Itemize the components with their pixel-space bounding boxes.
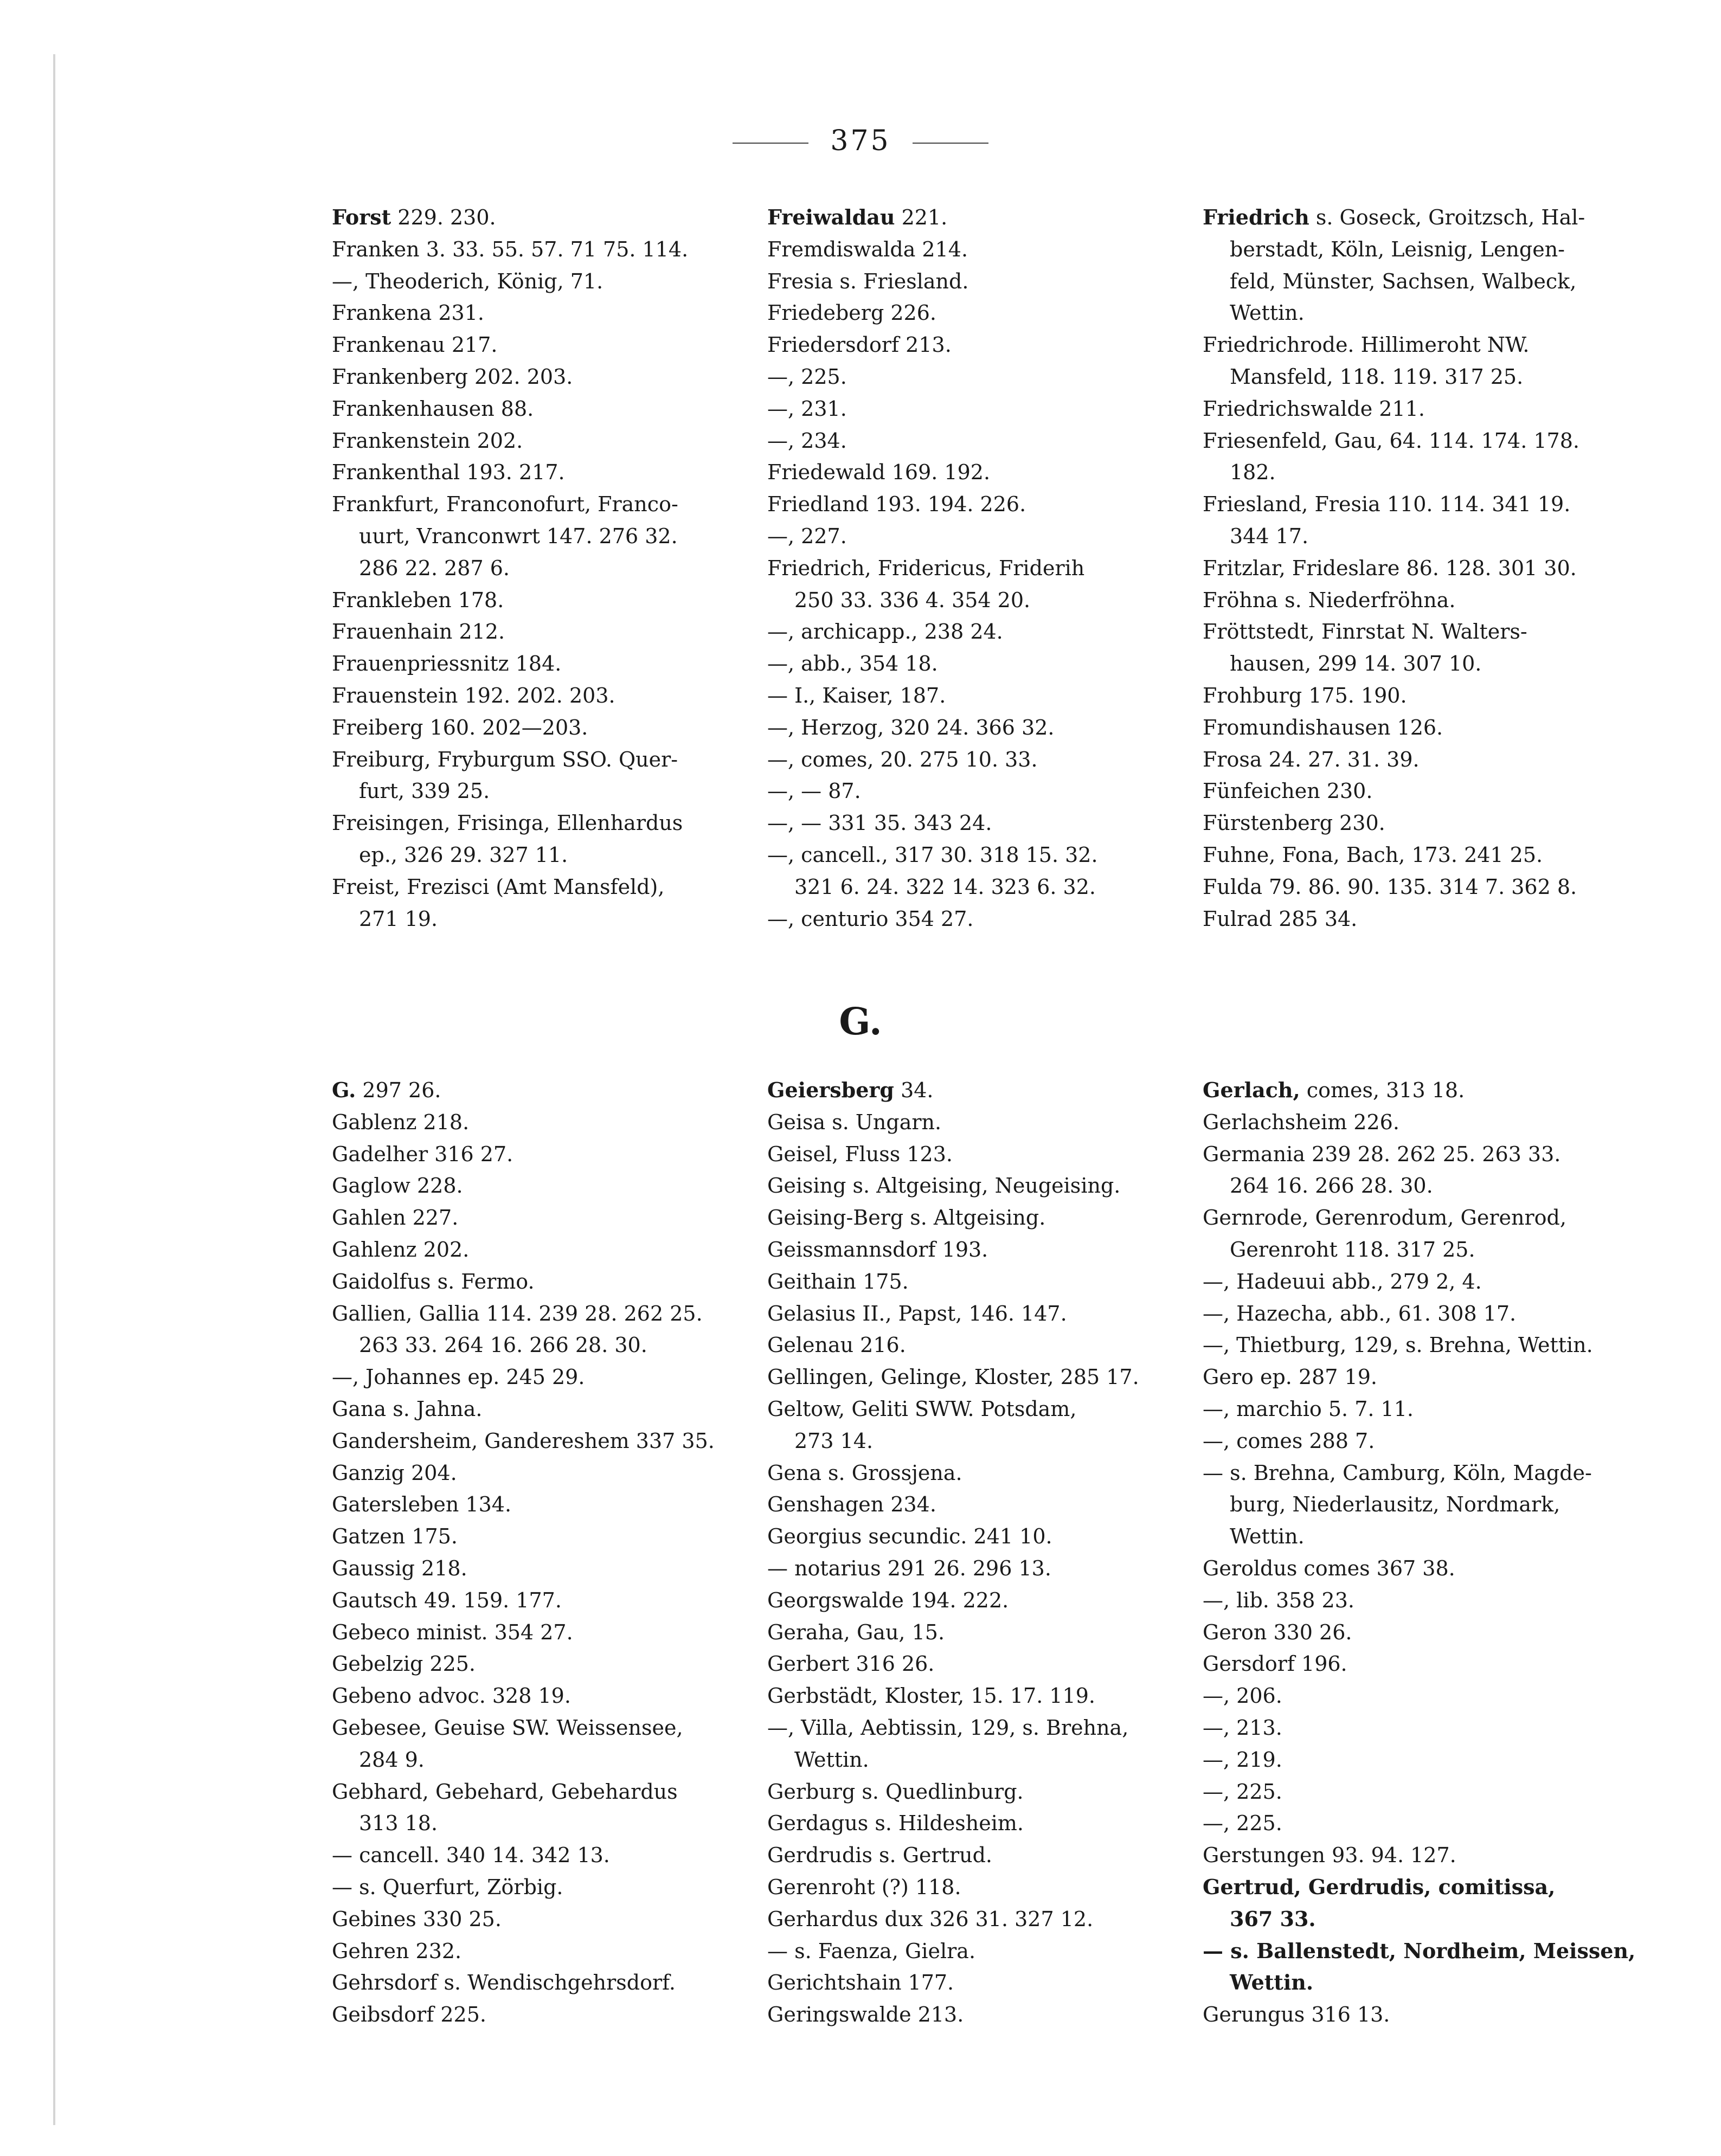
index-entry xyxy=(332,1138,766,1170)
entry-text: Fritzlar, Frideslare 86. 128. 301 30. xyxy=(1203,556,1577,580)
index-entry xyxy=(1203,1393,1636,1425)
index-entry xyxy=(332,1489,766,1521)
index-entry xyxy=(767,1712,1201,1776)
entry-text: Geroldus comes 367 38. xyxy=(1203,1556,1455,1580)
entry-text: Gerdagus s. Hildesheim. xyxy=(767,1811,1024,1836)
entry-text: —, 231. xyxy=(767,396,847,421)
entry-text: Gelasius II., Papst, 146. 147. xyxy=(767,1301,1067,1325)
entry-headword: G. xyxy=(332,1078,356,1102)
entry-text: Geraha, Gau, 15. xyxy=(767,1620,945,1644)
entry-text: Fulda 79. 86. 90. 135. 314 7. 362 8. xyxy=(1203,874,1577,899)
entry-text: Gaglow 228. xyxy=(332,1174,463,1198)
index-entry xyxy=(1203,1074,1636,1106)
index-entry xyxy=(1203,202,1636,329)
entry-text: 221. xyxy=(895,205,948,229)
index-entry xyxy=(1203,807,1636,839)
index-entry xyxy=(332,807,766,871)
entry-text: 34. xyxy=(894,1078,934,1102)
index-entry xyxy=(767,1839,1201,1871)
entry-text: Gebeco minist. 354 27. xyxy=(332,1620,573,1644)
index-entry xyxy=(332,1393,766,1425)
entry-text: —, 234. xyxy=(767,428,847,453)
entry-text: —, Thietburg, 129, s. Brehna, Wettin. xyxy=(1203,1333,1593,1357)
index-entry xyxy=(767,1329,1201,1361)
entry-text: Gernrode, Gerenrodum, Gerenrod, Gerenroht 118. 317 25. xyxy=(1203,1206,1566,1262)
index-entry xyxy=(1203,1617,1636,1649)
entry-text: —, comes, 20. 275 10. 33. xyxy=(767,747,1038,771)
index-entry xyxy=(332,1871,766,1903)
index-entry xyxy=(332,648,766,680)
index-entry xyxy=(767,202,1201,234)
index-entry xyxy=(767,520,1201,552)
entry-text: 297 26. xyxy=(356,1078,441,1102)
entry-text: Frankenstein 202. xyxy=(332,428,523,453)
index-entry xyxy=(332,297,766,329)
index-entry xyxy=(1203,1712,1636,1744)
index-entry xyxy=(767,329,1201,361)
index-entry xyxy=(332,1680,766,1712)
entry-text: Geissmannsdorf 193. xyxy=(767,1237,988,1262)
page-header xyxy=(0,125,1721,157)
index-entry xyxy=(1203,1999,1636,2031)
index-entry xyxy=(767,648,1201,680)
index-entry xyxy=(767,297,1201,329)
header-rule-right xyxy=(913,143,988,144)
entry-text: Frosa 24. 27. 31. 39. xyxy=(1203,747,1420,771)
entry-text: —, Theoderich, König, 71. xyxy=(332,269,603,293)
index-entry xyxy=(767,839,1201,903)
section-letter: G. xyxy=(839,1000,882,1044)
entry-text: Frankenthal 193. 217. xyxy=(332,460,565,485)
entry-text: 229. 230. xyxy=(391,205,496,229)
index-entry xyxy=(767,1903,1201,1935)
entry-text: Fröhna s. Niederfröhna. xyxy=(1203,588,1456,612)
entry-text: Fromundishausen 126. xyxy=(1203,715,1443,739)
index-entry xyxy=(1203,839,1636,871)
index-entry xyxy=(767,1871,1201,1903)
index-entry xyxy=(1203,1298,1636,1330)
entry-text: Fulrad 285 34. xyxy=(1203,906,1358,931)
index-entry xyxy=(332,456,766,488)
entry-text: —, — 87. xyxy=(767,779,861,803)
entry-text: Geibsdorf 225. xyxy=(332,2003,486,2027)
index-entry xyxy=(767,1585,1201,1617)
index-entry xyxy=(332,680,766,712)
entry-text: Gerdrudis s. Gertrud. xyxy=(767,1843,993,1868)
entry-headword: Geiersberg xyxy=(767,1078,894,1102)
index-entry xyxy=(1203,1553,1636,1585)
entry-text: Genshagen 234. xyxy=(767,1492,936,1517)
entry-text: Friedland 193. 194. 226. xyxy=(767,492,1026,517)
entry-headword: Freiwaldau xyxy=(767,205,895,229)
index-entry xyxy=(1203,1266,1636,1298)
entry-text: Gehrsdorf s. Wendischgehrsdorf. xyxy=(332,1971,676,1995)
index-entry xyxy=(1203,1871,1636,1935)
index-entry xyxy=(767,1361,1201,1393)
index-entry xyxy=(767,903,1201,935)
entry-text: Fuhne, Fona, Bach, 173. 241 25. xyxy=(1203,842,1543,867)
entry-text: Gellingen, Gelinge, Kloster, 285 17. xyxy=(767,1365,1139,1389)
index-entry xyxy=(1203,393,1636,425)
entry-text: —, 219. xyxy=(1203,1747,1282,1772)
index-entry xyxy=(332,1298,766,1362)
bottom-column-1 xyxy=(332,1074,766,2031)
index-entry xyxy=(332,1839,766,1871)
entry-text: Gana s. Jahna. xyxy=(332,1396,483,1421)
index-entry xyxy=(1203,680,1636,712)
entry-text: Gerbstädt, Kloster, 15. 17. 119. xyxy=(767,1684,1095,1708)
index-entry xyxy=(1203,1106,1636,1138)
index-entry xyxy=(767,1999,1201,2031)
entry-text: Geringswalde 213. xyxy=(767,2003,964,2027)
index-entry xyxy=(332,1074,766,1106)
index-entry xyxy=(767,1553,1201,1585)
entry-text: —, Hazecha, abb., 61. 308 17. xyxy=(1203,1301,1517,1325)
entry-text: Gautsch 49. 159. 177. xyxy=(332,1588,562,1612)
entry-text: — notarius 291 26. 296 13. xyxy=(767,1556,1051,1580)
entry-text: Friedrichswalde 211. xyxy=(1203,396,1425,421)
entry-text: —, cancell., 317 30. 318 15. 32. 321 6. 24. 322 14. 323 6. 32. xyxy=(767,842,1098,899)
bottom-column-3 xyxy=(1203,1074,1636,2031)
entry-text: Gahlenz 202. xyxy=(332,1237,470,1262)
index-entry xyxy=(1203,616,1636,680)
top-column-1 xyxy=(332,202,766,935)
index-entry xyxy=(767,456,1201,488)
entry-text: —, 213. xyxy=(1203,1715,1282,1740)
entry-text: Gebesee, Geuise SW. Weissensee, 284 9. xyxy=(332,1715,683,1772)
bottom-column-2 xyxy=(767,1074,1201,2031)
entry-text: Frauenpriessnitz 184. xyxy=(332,652,562,676)
index-entry xyxy=(332,1999,766,2031)
index-entry xyxy=(767,1807,1201,1839)
entry-text: Gerburg s. Quedlinburg. xyxy=(767,1779,1024,1804)
entry-text: Georgius secundic. 241 10. xyxy=(767,1524,1052,1549)
index-entry xyxy=(1203,1807,1636,1839)
index-entry xyxy=(767,361,1201,393)
index-entry xyxy=(332,234,766,266)
index-entry xyxy=(1203,552,1636,584)
entry-text: —, Hadeuui abb., 279 2, 4. xyxy=(1203,1269,1482,1293)
index-entry xyxy=(332,1585,766,1617)
index-entry xyxy=(332,1106,766,1138)
index-entry xyxy=(767,1935,1201,1967)
index-entry xyxy=(1203,1138,1636,1202)
header-rule-left xyxy=(733,143,808,144)
entry-text: Freiburg, Fryburgum SSO. Quer- furt, 339 25. xyxy=(332,747,678,803)
index-entry xyxy=(332,616,766,648)
entry-text: — s. Ballenstedt, Nordheim, Meissen, Wettin. xyxy=(1203,1938,1636,1995)
index-entry xyxy=(1203,488,1636,552)
index-entry xyxy=(1203,584,1636,616)
entry-text: Germania 239 28. 262 25. 263 33. 264 16. 266 28. 30. xyxy=(1203,1142,1561,1198)
entry-text: —, abb., 354 18. xyxy=(767,652,938,676)
entry-text: Frankleben 178. xyxy=(332,588,504,612)
entry-text: comes, 313 18. xyxy=(1300,1078,1465,1102)
index-entry xyxy=(767,425,1201,457)
entry-text: — s. Brehna, Camburg, Köln, Magde- burg, Niederlausitz, Nordmark, Wettin. xyxy=(1203,1460,1592,1549)
entry-text: —, 225. xyxy=(767,364,847,389)
index-entry xyxy=(767,1680,1201,1712)
entry-text: Freisingen, Frisinga, Ellenhardus ep., 326 29. 327 11. xyxy=(332,811,683,867)
index-entry xyxy=(1203,1202,1636,1266)
index-entry xyxy=(767,1648,1201,1680)
entry-text: —, marchio 5. 7. 11. xyxy=(1203,1396,1414,1421)
index-entry xyxy=(332,1521,766,1553)
entry-text: Gahlen 227. xyxy=(332,1206,459,1230)
entry-text: Geltow, Geliti SWW. Potsdam, 273 14. xyxy=(767,1396,1077,1453)
entry-text: Friedrichrode. Hillimeroht NW. Mansfeld, 118. 119. 317 25. xyxy=(1203,333,1530,389)
entry-text: Gebines 330 25. xyxy=(332,1907,502,1931)
entry-text: Gerstungen 93. 94. 127. xyxy=(1203,1843,1456,1868)
index-entry xyxy=(767,1457,1201,1489)
entry-text: —, lib. 358 23. xyxy=(1203,1588,1354,1612)
index-entry xyxy=(1203,1680,1636,1712)
entry-text: —, centurio 354 27. xyxy=(767,906,974,931)
entry-text: s. Goseck, Groitzsch, Hal- berstadt, Köln, Leisnig, Lengen- feld, Münster, Sachsen, Walbeck, Wettin. xyxy=(1230,205,1585,325)
entry-headword: Forst xyxy=(332,205,391,229)
index-entry xyxy=(767,552,1201,616)
entry-text: Gaidolfus s. Fermo. xyxy=(332,1269,535,1293)
entry-text: Ganzig 204. xyxy=(332,1460,457,1485)
index-entry xyxy=(1203,1776,1636,1808)
entry-text: Gatersleben 134. xyxy=(332,1492,512,1517)
entry-text: Freiberg 160. 202—203. xyxy=(332,715,588,739)
entry-text: Gebeno advoc. 328 19. xyxy=(332,1684,571,1708)
index-entry xyxy=(767,393,1201,425)
index-entry xyxy=(332,361,766,393)
entry-text: Gerungus 316 13. xyxy=(1203,2003,1390,2027)
index-entry xyxy=(332,871,766,935)
entry-text: Fröttstedt, Finrstat N. Walters- hausen, 299 14. 307 10. xyxy=(1203,620,1527,676)
entry-text: Gaussig 218. xyxy=(332,1556,467,1580)
index-entry xyxy=(1203,425,1636,489)
entry-text: Frankenberg 202. 203. xyxy=(332,364,573,389)
entry-text: Fürstenberg 230. xyxy=(1203,811,1385,835)
entry-text: Gallien, Gallia 114. 239 28. 262 25. 263 33. 264 16. 266 28. 30. xyxy=(332,1301,703,1357)
entry-text: Gadelher 316 27. xyxy=(332,1142,513,1166)
index-entry xyxy=(332,393,766,425)
entry-text: Fünfeichen 230. xyxy=(1203,779,1373,803)
index-entry xyxy=(332,1457,766,1489)
entry-text: —, comes 288 7. xyxy=(1203,1428,1375,1453)
index-entry xyxy=(332,266,766,298)
entry-text: Gablenz 218. xyxy=(332,1110,470,1134)
index-entry xyxy=(1203,1648,1636,1680)
index-entry xyxy=(332,584,766,616)
entry-text: Friedewald 169. 192. xyxy=(767,460,991,485)
entry-text: Franken 3. 33. 55. 57. 71 75. 114. xyxy=(332,237,689,261)
entry-text: Geron 330 26. xyxy=(1203,1620,1352,1644)
index-entry xyxy=(767,1393,1201,1457)
index-entry xyxy=(332,1903,766,1935)
index-entry xyxy=(332,1967,766,1999)
entry-text: Frohburg 175. 190. xyxy=(1203,683,1407,707)
index-entry xyxy=(767,1138,1201,1170)
entry-text: Frankfurt, Franconofurt, Franco- uurt, Vranconwrt 147. 276 32. 286 22. 287 6. xyxy=(332,492,678,580)
index-entry xyxy=(767,1617,1201,1649)
entry-text: —, 227. xyxy=(767,524,847,548)
entry-text: —, Villa, Aebtissin, 129, s. Brehna, Wettin. xyxy=(767,1715,1129,1772)
index-entry xyxy=(1203,1361,1636,1393)
index-entry xyxy=(1203,775,1636,807)
index-entry xyxy=(767,807,1201,839)
index-entry xyxy=(1203,903,1636,935)
entry-text: Geisa s. Ungarn. xyxy=(767,1110,942,1134)
entry-text: Friedrich, Fridericus, Friderih 250 33. 336 4. 354 20. xyxy=(767,556,1085,612)
entry-text: Geising s. Altgeising, Neugeising. xyxy=(767,1174,1121,1198)
index-entry xyxy=(332,425,766,457)
index-entry xyxy=(332,1234,766,1266)
entry-text: Gebhard, Gebehard, Gebehardus 313 18. xyxy=(332,1779,678,1836)
entry-text: Frankenau 217. xyxy=(332,333,498,357)
index-entry xyxy=(332,1935,766,1967)
index-entry xyxy=(1203,329,1636,393)
index-entry xyxy=(767,1298,1201,1330)
page-edge-shadow xyxy=(53,54,55,2125)
entry-text: —, Herzog, 320 24. 366 32. xyxy=(767,715,1055,739)
entry-text: Freist, Frezisci (Amt Mansfeld), 271 19. xyxy=(332,874,665,931)
index-entry xyxy=(767,1202,1201,1234)
index-entry xyxy=(1203,1744,1636,1776)
entry-text: Friedeberg 226. xyxy=(767,301,936,325)
entry-text: Gebelzig 225. xyxy=(332,1652,476,1676)
entry-text: Gena s. Grossjena. xyxy=(767,1460,962,1485)
entry-text: Friedersdorf 213. xyxy=(767,333,952,357)
entry-text: Frankenhausen 88. xyxy=(332,396,534,421)
entry-text: Gerhardus dux 326 31. 327 12. xyxy=(767,1907,1094,1931)
index-entry xyxy=(332,712,766,744)
entry-text: —, archicapp., 238 24. xyxy=(767,620,1003,644)
entry-text: —, 225. xyxy=(1203,1779,1282,1804)
entry-headword: Friedrich xyxy=(1203,205,1309,229)
index-entry xyxy=(767,1489,1201,1521)
index-entry xyxy=(1203,712,1636,744)
index-entry xyxy=(332,202,766,234)
index-entry xyxy=(332,1712,766,1776)
index-entry xyxy=(332,1553,766,1585)
entry-text: —, 225. xyxy=(1203,1811,1282,1836)
index-entry xyxy=(1203,871,1636,903)
index-entry xyxy=(1203,744,1636,776)
index-entry xyxy=(767,712,1201,744)
entry-text: Gero ep. 287 19. xyxy=(1203,1365,1377,1389)
entry-text: — I., Kaiser, 187. xyxy=(767,683,946,707)
index-entry xyxy=(767,1521,1201,1553)
page-number: 375 xyxy=(830,125,891,157)
index-entry xyxy=(332,1648,766,1680)
entry-text: Friesland, Fresia 110. 114. 341 19. 344 17. xyxy=(1203,492,1571,548)
index-entry xyxy=(767,744,1201,776)
index-entry xyxy=(767,1967,1201,1999)
entry-text: —, 206. xyxy=(1203,1684,1282,1708)
entry-text: — s. Faenza, Gielra. xyxy=(767,1939,976,1963)
index-entry xyxy=(332,1617,766,1649)
entry-headword: Gerlach, xyxy=(1203,1078,1300,1102)
entry-text: Fresia s. Friesland. xyxy=(767,269,969,293)
index-entry xyxy=(1203,1425,1636,1457)
entry-text: Gersdorf 196. xyxy=(1203,1652,1347,1676)
top-column-2 xyxy=(767,202,1201,935)
top-column-3 xyxy=(1203,202,1636,935)
entry-text: — cancell. 340 14. 342 13. xyxy=(332,1843,610,1868)
index-entry xyxy=(767,616,1201,648)
entry-text: —, — 331 35. 343 24. xyxy=(767,811,992,835)
index-entry xyxy=(332,1170,766,1202)
index-entry xyxy=(767,1234,1201,1266)
entry-text: —, Johannes ep. 245 29. xyxy=(332,1365,585,1389)
index-entry xyxy=(767,775,1201,807)
entry-text: Gerenroht (?) 118. xyxy=(767,1875,961,1899)
entry-text: Gelenau 216. xyxy=(767,1333,906,1357)
entry-text: Gatzen 175. xyxy=(332,1524,458,1549)
entry-text: Gerichtshain 177. xyxy=(767,1971,954,1995)
entry-text: Frankena 231. xyxy=(332,301,484,325)
index-entry xyxy=(332,1776,766,1840)
index-entry xyxy=(767,680,1201,712)
index-entry xyxy=(1203,1457,1636,1553)
index-entry xyxy=(767,1106,1201,1138)
entry-text: Gertrud, Gerdrudis, comitissa, 367 33. xyxy=(1203,1874,1556,1931)
index-entry xyxy=(767,1074,1201,1106)
entry-text: Fremdiswalda 214. xyxy=(767,237,968,261)
index-entry xyxy=(767,1170,1201,1202)
index-entry xyxy=(1203,1585,1636,1617)
index-entry xyxy=(332,1266,766,1298)
index-entry xyxy=(332,488,766,584)
entry-text: Geithain 175. xyxy=(767,1269,909,1293)
index-entry xyxy=(332,744,766,808)
entry-text: Georgswalde 194. 222. xyxy=(767,1588,1009,1612)
entry-text: Friesenfeld, Gau, 64. 114. 174. 178. 182. xyxy=(1203,428,1579,485)
entry-text: Gerbert 316 26. xyxy=(767,1652,935,1676)
index-entry xyxy=(332,329,766,361)
entry-text: Gehren 232. xyxy=(332,1939,462,1963)
index-entry xyxy=(332,1361,766,1393)
index-entry xyxy=(1203,1839,1636,1871)
index-entry xyxy=(1203,1329,1636,1361)
index-entry xyxy=(767,234,1201,266)
entry-text: Geising-Berg s. Altgeising. xyxy=(767,1206,1046,1230)
entry-text: Gerlachsheim 226. xyxy=(1203,1110,1399,1134)
entry-text: — s. Querfurt, Zörbig. xyxy=(332,1875,563,1899)
index-entry xyxy=(332,1202,766,1234)
entry-text: Frauenhain 212. xyxy=(332,620,505,644)
index-entry xyxy=(767,266,1201,298)
index-entry xyxy=(1203,1935,1636,1999)
index-entry xyxy=(767,488,1201,520)
index-entry xyxy=(767,1266,1201,1298)
index-entry xyxy=(767,1776,1201,1808)
entry-text: Geisel, Fluss 123. xyxy=(767,1142,953,1166)
entry-text: Gandersheim, Gandereshem 337 35. xyxy=(332,1428,715,1453)
index-entry xyxy=(332,1425,766,1457)
entry-text: Frauenstein 192. 202. 203. xyxy=(332,683,615,707)
